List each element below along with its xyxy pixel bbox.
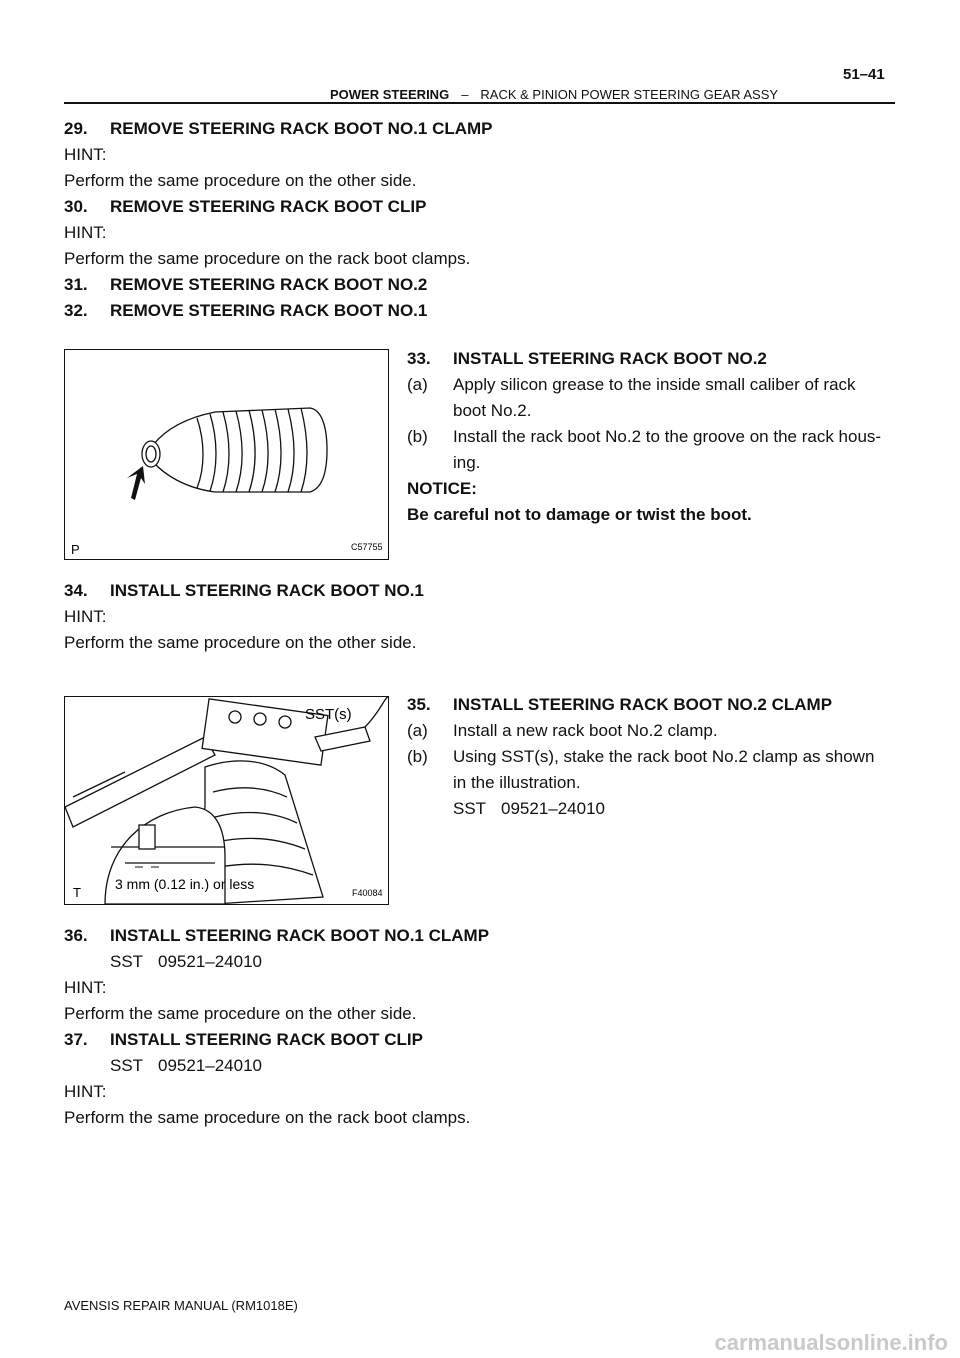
step-34-title: 34. INSTALL STEERING RACK BOOT NO.1 — [64, 581, 424, 600]
label-sst: SST(s) — [305, 706, 352, 723]
running-header — [330, 87, 778, 102]
figure2-code: F40084 — [352, 888, 383, 898]
figure1-corner-mark: P — [71, 542, 80, 557]
step-33-title: 33. INSTALL STEERING RACK BOOT NO.2 — [407, 349, 767, 368]
step-30-title: 30. REMOVE STEERING RACK BOOT CLIP — [64, 197, 427, 216]
header-rule — [64, 102, 895, 104]
step-34-hint-text: Perform the same procedure on the other side. — [64, 633, 417, 652]
step-33-a-line2: boot No.2. — [453, 401, 532, 420]
step-32-title: 32. REMOVE STEERING RACK BOOT NO.1 — [64, 301, 428, 320]
header-section: POWER STEERING — [330, 87, 450, 102]
step-29-hint-text: Perform the same procedure on the other side. — [64, 171, 417, 190]
step-31-title: 31. REMOVE STEERING RACK BOOT NO.2 — [64, 275, 428, 294]
step-37-hint-text: Perform the same procedure on the rack boot clamps. — [64, 1108, 471, 1127]
notice-label: NOTICE: — [407, 479, 477, 498]
step-33-b-line1: (b) Install the rack boot No.2 to the groove on the rack hous- — [407, 427, 882, 446]
step-36-sst: SST 09521–24010 — [110, 952, 263, 971]
step-37-hint-label: HINT: — [64, 1082, 107, 1101]
figure1-code: C57755 — [351, 542, 383, 552]
step-36-hint-text: Perform the same procedure on the other side. — [64, 1004, 417, 1023]
step-35-b-line1: (b) Using SST(s), stake the rack boot No.2 clamp as shown — [407, 747, 875, 766]
step-29-title: 29. REMOVE STEERING RACK BOOT NO.1 CLAMP — [64, 119, 493, 138]
step-37-sst: SST 09521–24010 — [110, 1056, 263, 1075]
footer-manual-id: AVENSIS REPAIR MANUAL (RM1018E) — [64, 1298, 298, 1313]
header-separator: – — [461, 87, 469, 102]
header-subsection: RACK & PINION POWER STEERING GEAR ASSY — [480, 87, 779, 102]
step-35-a: (a) Install a new rack boot No.2 clamp. — [407, 721, 718, 740]
step-36-title: 36. INSTALL STEERING RACK BOOT NO.1 CLAMP — [64, 926, 490, 945]
figure-rack-boot — [64, 349, 389, 560]
step-33-a-line1: (a) Apply silicon grease to the inside small caliber of rack — [407, 375, 856, 394]
step-34-hint-label: HINT: — [64, 607, 107, 626]
figure2-corner-mark: T — [73, 885, 81, 900]
step-29-hint-label: HINT: — [64, 145, 107, 164]
step-36-hint-label: HINT: — [64, 978, 107, 997]
step-35-sst: SST 09521–24010 — [453, 799, 606, 818]
clamp-staking-illustration — [65, 697, 388, 904]
step-35-b-line2: in the illustration. — [453, 773, 581, 792]
notice-text: Be careful not to damage or twist the boot. — [407, 505, 752, 524]
step-30-hint-text: Perform the same procedure on the rack boot clamps. — [64, 249, 471, 268]
step-30-hint-label: HINT: — [64, 223, 107, 242]
step-37-title: 37. INSTALL STEERING RACK BOOT CLIP — [64, 1030, 423, 1049]
step-35-title: 35. INSTALL STEERING RACK BOOT NO.2 CLAMP — [407, 695, 833, 714]
label-dimension: 3 mm (0.12 in.) or less — [115, 876, 255, 892]
watermark: carmanualsonline.info — [714, 1330, 948, 1355]
page-number: 51–41 — [843, 66, 885, 83]
figure-clamp-staking — [64, 696, 389, 905]
step-33-b-line2: ing. — [453, 453, 481, 472]
rack-boot-illustration — [65, 350, 388, 559]
